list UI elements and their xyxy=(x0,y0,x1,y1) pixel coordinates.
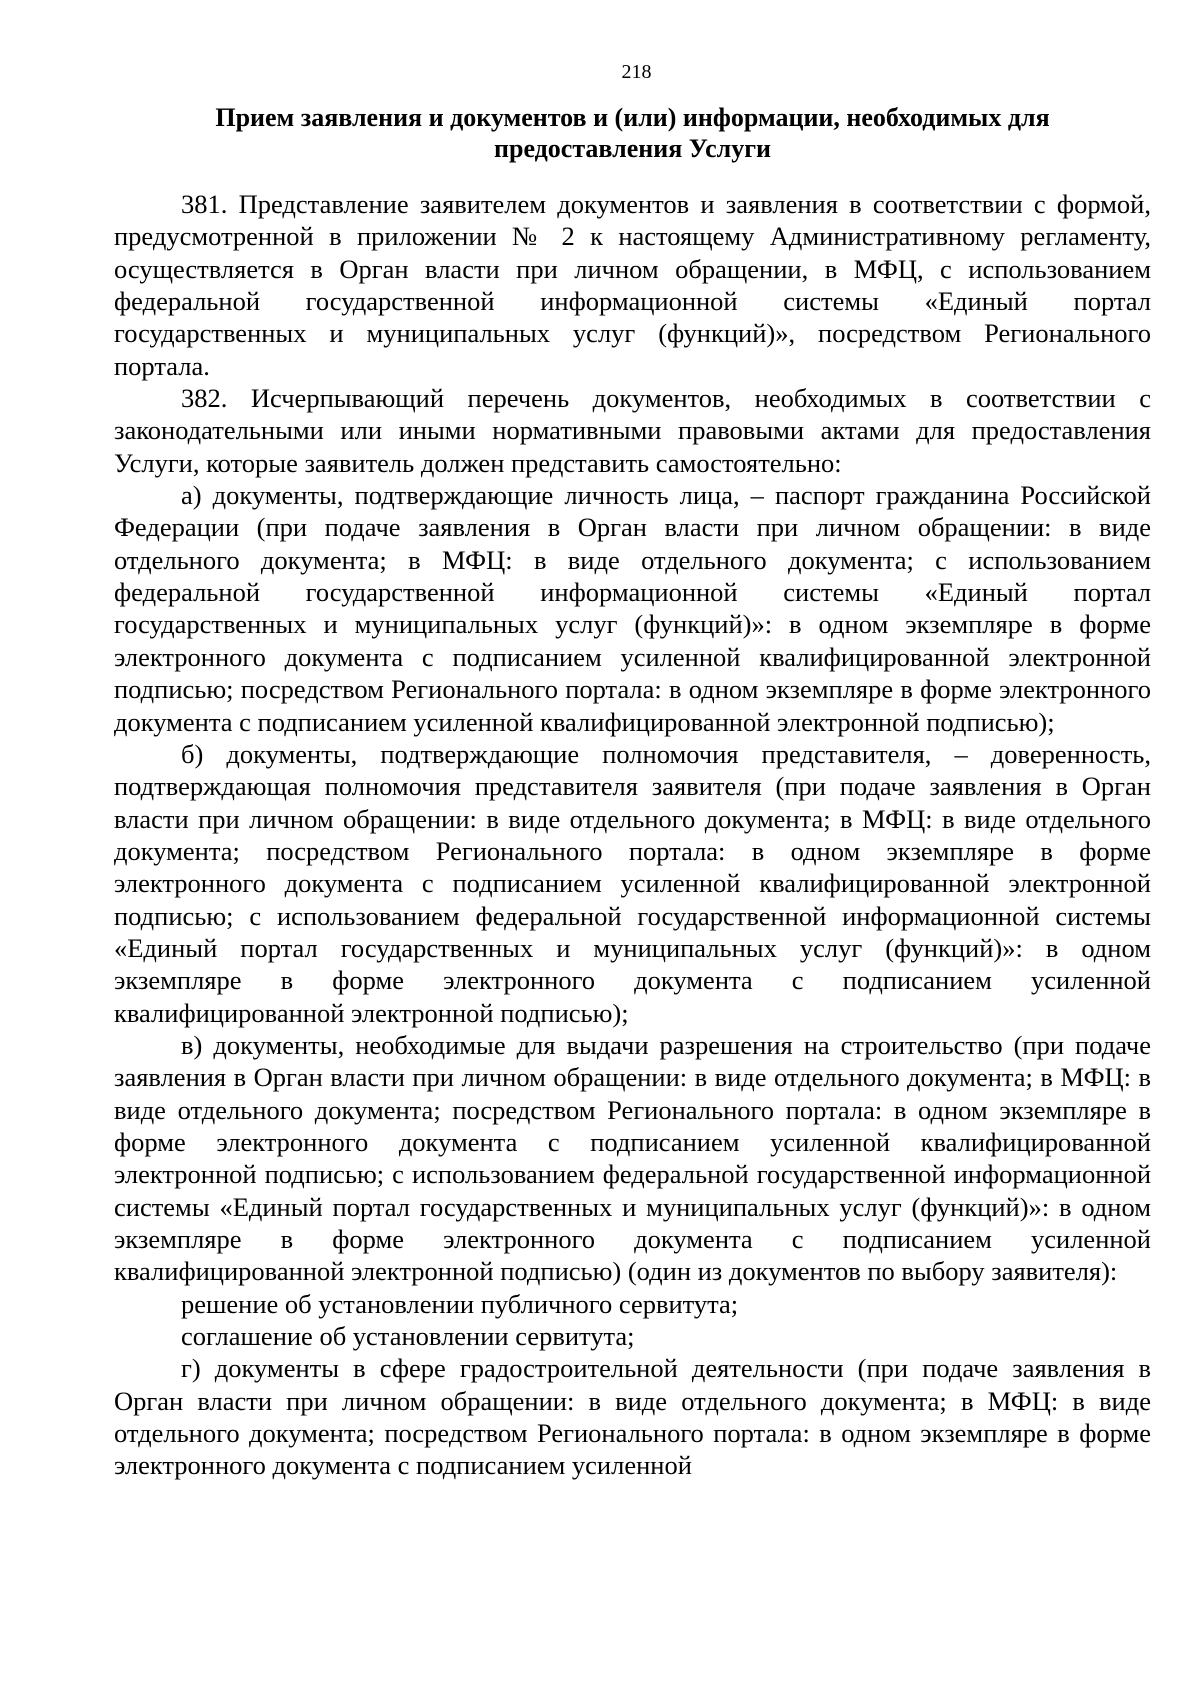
list-subitem-servitude-agreement: соглашение об установлении сервитута; xyxy=(181,1321,635,1352)
section-heading-line-1: Прием заявления и документов и (или) информации, необходимых для xyxy=(215,103,1050,132)
paragraph-381: 381. Представление заявителем документов и заявления в соответствии с формой, предусмотренной в приложении № 2 к настоящему Административному регламенту, осуществляется в Орган власти при личном обращении, в МФЦ, с использованием федеральной государственной информационной системы «Единый портал государственных и муниципальных услуг (функций)», посредством Регионального портала. xyxy=(114,189,1151,381)
section-heading-line-2: предоставления Услуги xyxy=(494,134,771,163)
document-page xyxy=(114,60,1151,1482)
list-item-v: в) документы, необходимые для выдачи разрешения на строительство (при подаче заявления в Орган власти при личном обращении: в виде отдельного документа; в МФЦ: в виде отдельного документа; посредством Регионального портала: в одном экземпляре в форме электронного документа с подписанием усиленной квалифицированной электронной подписью; с использованием федеральной государственной информационной системы «Единый портал государственных и муниципальных услуг (функций)»: в одном экземпляре в форме электронного документа с подписанием усиленной квалифицированной электронной подписью) (один из документов по выбору заявителя): xyxy=(114,1029,1151,1287)
list-subitem-public-servitude: решение об установлении публичного сервитута; xyxy=(181,1288,739,1319)
section-heading xyxy=(114,102,1151,164)
list-item-g: г) документы в сфере градостроительной деятельности (при подаче заявления в Орган власти при личном обращении: в виде отдельного документа; в МФЦ: в виде отдельного документа; посредством Регионального портала: в одном экземпляре в форме электронного документа с подписанием усиленной xyxy=(114,1353,1151,1481)
page-number: 218 xyxy=(621,61,652,83)
document-body xyxy=(114,188,1151,1482)
paragraph-382: 382. Исчерпывающий перечень документов, необходимых в соответствии с законодательными или иными нормативными правовыми актами для предоставления Услуги, которые заявитель должен представить самостоятельно: xyxy=(114,383,1151,478)
list-item-b: б) документы, подтверждающие полномочия представителя, – доверенность, подтверждающая полномочия представителя заявителя (при подаче заявления в Орган власти при личном обращении: в виде отдельного документа; в МФЦ: в виде отдельного документа; посредством Регионального портала: в одном экземпляре в форме электронного документа с подписанием усиленной квалифицированной электронной подписью; с использованием федеральной государственной информационной системы «Единый портал государственных и муниципальных услуг (функций)»: в одном экземпляре в форме электронного документа с подписанием усиленной квалифицированной электронной подписью); xyxy=(114,738,1151,1028)
list-item-a: а) документы, подтверждающие личность лица, – паспорт гражданина Российской Федерации (при подаче заявления в Орган власти при личном обращении: в виде отдельного документа; в МФЦ: в виде отдельного документа; с использованием федеральной государственной информационной системы «Единый портал государственных и муниципальных услуг (функций)»: в одном экземпляре в форме электронного документа с подписанием усиленной квалифицированной электронной подписью; посредством Регионального портала: в одном экземпляре в форме электронного документа с подписанием усиленной квалифицированной электронной подписью); xyxy=(114,480,1151,737)
